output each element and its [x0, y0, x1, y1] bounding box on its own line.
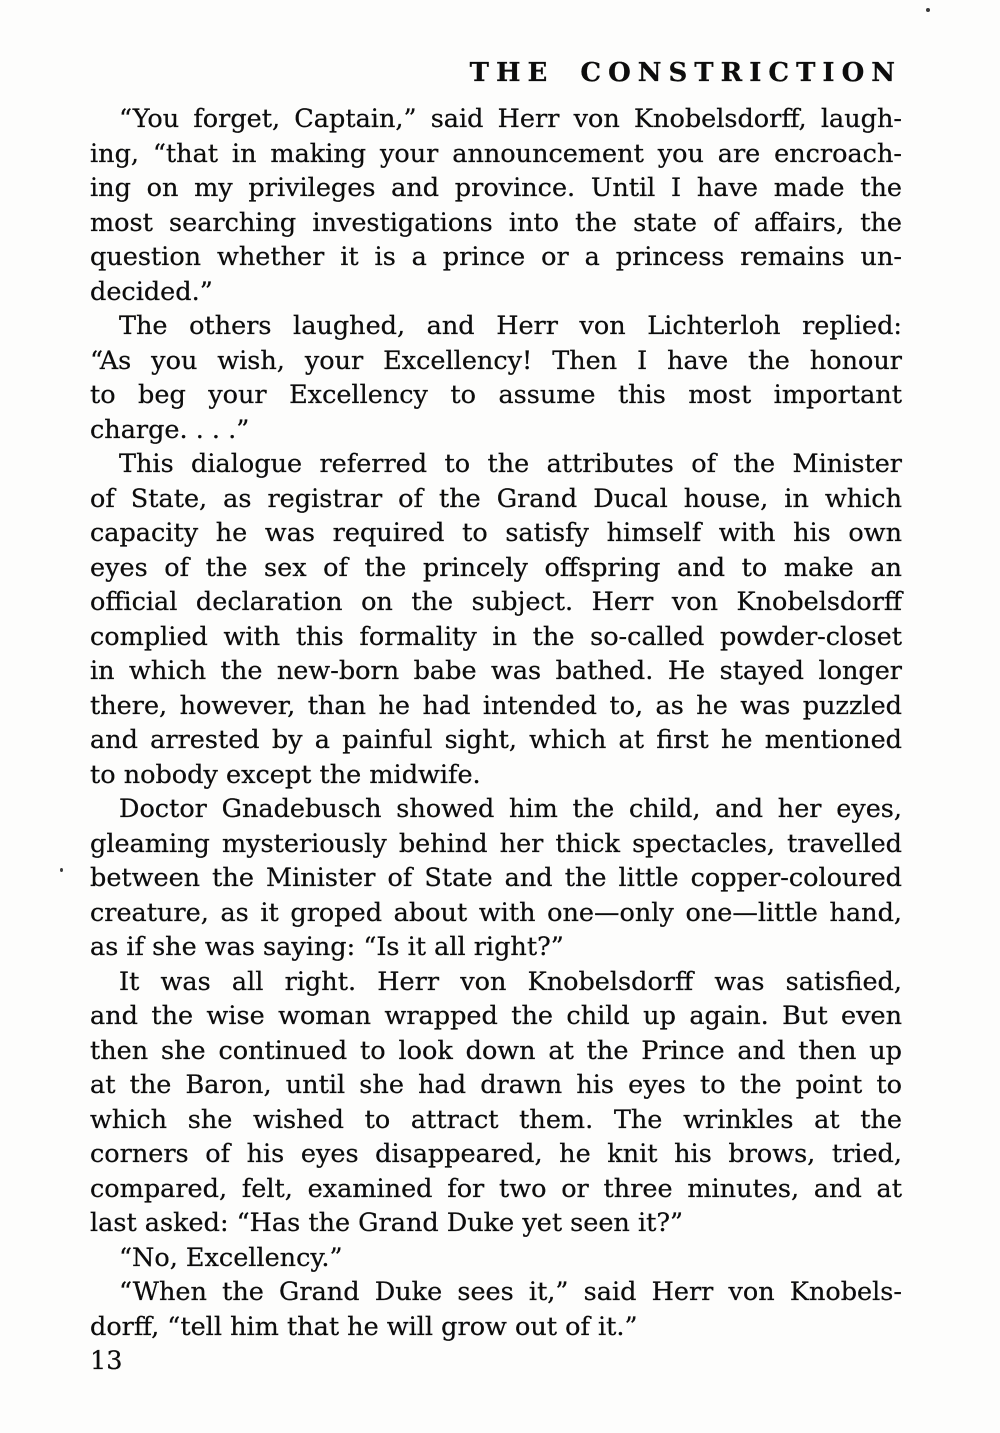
text-line: “No, Excellency.”: [119, 1242, 343, 1273]
text-line: compared, felt, examined for two or three minutes, and at: [90, 1173, 902, 1204]
text-line: as if she was saying: “Is it all right?”: [90, 932, 564, 962]
text-line: It was all right. Herr von Knobelsdorff was satisfied,: [119, 966, 902, 997]
text-line: ing, “that in making your announcement you are encroach-: [90, 138, 902, 169]
text-line: “You forget, Captain,” said Herr von Knobelsdorff, laugh-: [119, 104, 902, 134]
text-line: and the wise woman wrapped the child up again. But even: [90, 1001, 902, 1031]
paragraph: [90, 447, 902, 792]
text-line: question whether it is a prince or a princess remains un-: [90, 242, 902, 272]
text-line: of State, as registrar of the Grand Ducal house, in which: [90, 483, 902, 514]
text-line: capacity he was required to satisfy himself with his own: [90, 518, 902, 548]
text-line: last asked: “Has the Grand Duke yet seen it?”: [90, 1208, 684, 1238]
text-line: complied with this formality in the so-called powder-closet: [90, 621, 902, 652]
text-line: official declaration on the subject. Herr von Knobelsdorff: [90, 587, 902, 617]
text-line: “As you wish, your Excellency! Then I have the honour: [90, 345, 902, 376]
text-block: [90, 102, 902, 1344]
scan-speck: [926, 8, 930, 12]
text-line: eyes of the sex of the princely offspring and to make an: [90, 552, 902, 583]
text-line: in which the new-born babe was bathed. He stayed longer: [90, 656, 902, 686]
paragraph: [90, 309, 902, 447]
paragraph: [90, 1241, 902, 1276]
text-line: charge. . . .”: [90, 414, 250, 445]
text-line: between the Minister of State and the little copper-coloured: [90, 863, 902, 893]
scan-speck: [60, 868, 63, 872]
text-line: at the Baron, until she had drawn his eyes to the point to: [90, 1070, 902, 1100]
text-line: most searching investigations into the state of affairs, the: [90, 207, 902, 238]
text-line: decided.”: [90, 276, 213, 307]
text-line: and arrested by a painful sight, which at first he mentioned: [90, 725, 902, 755]
text-line: creature, as it groped about with one—only one—little hand,: [90, 897, 902, 928]
running-header: THE CONSTRICTION: [469, 58, 902, 88]
text-line: to beg your Excellency to assume this most important: [90, 380, 902, 410]
text-line: ing on my privileges and province. Until I have made the: [90, 173, 902, 203]
text-line: gleaming mysteriously behind her thick spectacles, travelled: [90, 828, 902, 859]
paragraph: [90, 792, 902, 965]
text-line: to nobody except the midwife.: [90, 759, 481, 790]
page-number: 13: [90, 1346, 123, 1376]
text-line: dorff, “tell him that he will grow out of it.”: [90, 1311, 638, 1342]
text-line: “When the Grand Duke sees it,” said Herr von Knobels-: [119, 1277, 902, 1307]
text-line: This dialogue referred to the attributes of the Minister: [119, 449, 902, 479]
text-line: The others laughed, and Herr von Lichterloh replied:: [119, 311, 902, 341]
paragraph: [90, 965, 902, 1241]
paragraph: [90, 102, 902, 309]
paragraph: [90, 1275, 902, 1344]
text-line: there, however, than he had intended to, as he was puzzled: [90, 690, 902, 721]
text-line: then she continued to look down at the Prince and then up: [90, 1035, 902, 1066]
page-content: [90, 58, 902, 1379]
text-line: Doctor Gnadebusch showed him the child, and her eyes,: [119, 794, 902, 824]
text-line: corners of his eyes disappeared, he knit his brows, tried,: [90, 1139, 902, 1169]
text-line: which she wished to attract them. The wrinkles at the: [90, 1104, 902, 1135]
